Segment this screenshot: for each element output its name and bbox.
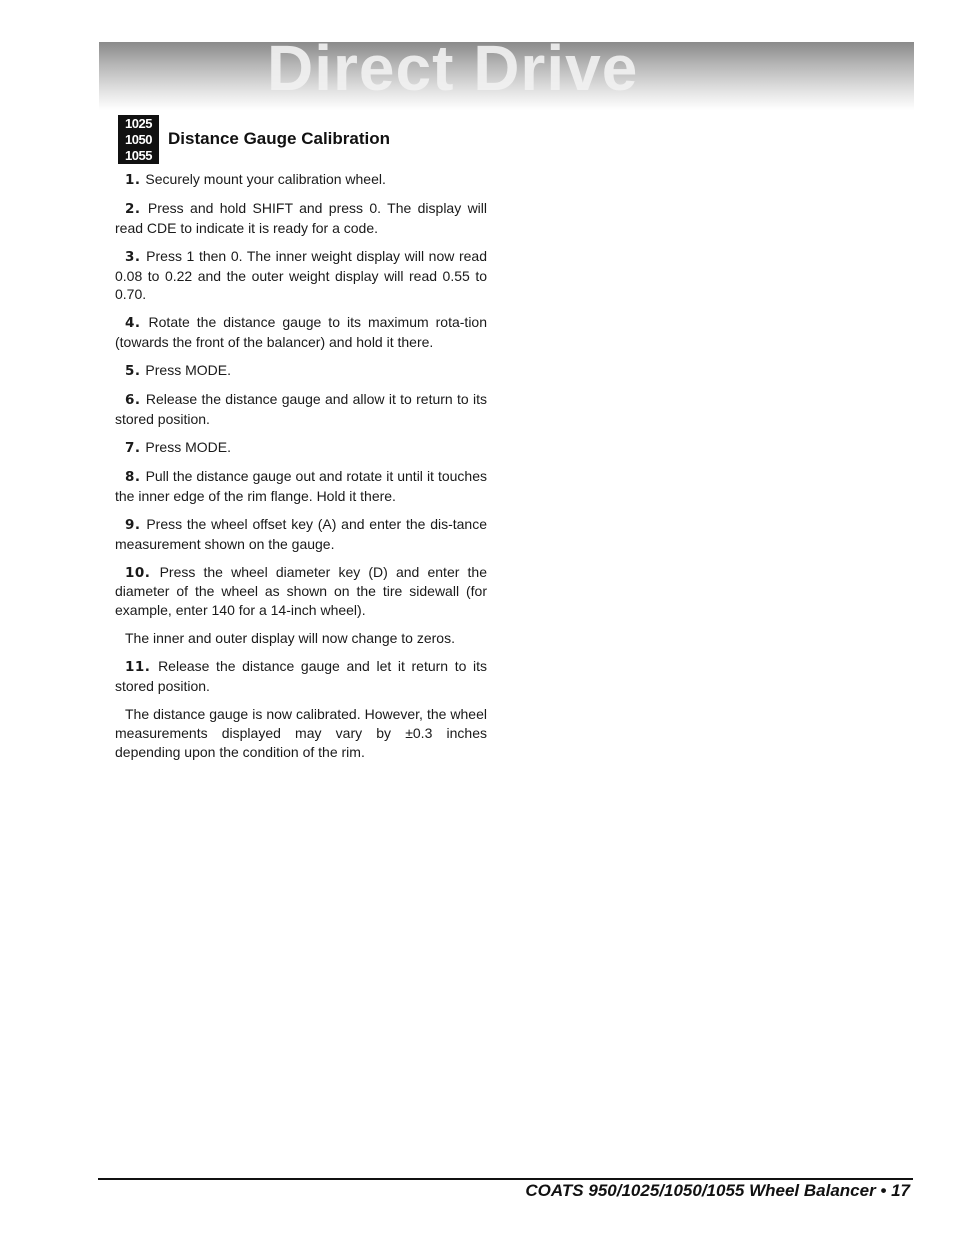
- step-number: 9.: [125, 516, 141, 533]
- step-item: [115, 515, 487, 553]
- step-item: [115, 438, 487, 458]
- step-text: Securely mount your calibration wheel.: [145, 171, 386, 187]
- step-text: Press MODE.: [145, 439, 231, 456]
- step-text: Pull the distance gauge out and rotate it until it touches the inner edge of the rim flange. Hold it there.: [115, 468, 487, 504]
- step-text: Press and hold SHIFT and press 0. The display will read CDE to indicate it is ready for a code.: [115, 200, 488, 236]
- footer-text: COATS 950/1025/1050/1055 Wheel Balancer • 17: [525, 1181, 910, 1200]
- step-text: Release the distance gauge and allow it to return to its stored position.: [115, 391, 488, 427]
- section-title: Distance Gauge Calibration: [168, 129, 390, 148]
- step-number: 4.: [125, 315, 141, 332]
- step-number: 7.: [125, 440, 141, 457]
- step-text: Press the wheel offset key (A) and enter the dis-tance measurement shown on the gauge.: [115, 515, 488, 552]
- step-text: Press the wheel diameter key (D) and enter the diameter of the wheel as shown on the tire sidewall (for example, enter 140 for a 14-inch wheel).: [115, 563, 487, 619]
- step-text: Release the distance gauge and let it return to its stored position.: [115, 658, 488, 695]
- step-item: [115, 390, 487, 428]
- step-number: 3.: [125, 248, 141, 265]
- model-badge: [118, 115, 159, 164]
- model-badge-line: 1050: [125, 132, 152, 147]
- step-item: [115, 199, 487, 237]
- model-badge-line: 1055: [125, 148, 152, 163]
- step-number: 5.: [125, 363, 141, 380]
- step-number: 2.: [125, 201, 141, 218]
- step-number: 1.: [125, 172, 141, 188]
- step-item: [115, 563, 487, 620]
- step-number: 6.: [125, 392, 141, 409]
- step-item: [115, 247, 487, 304]
- header-watermark: Direct Drive: [267, 42, 639, 104]
- step-text: Press MODE.: [145, 362, 231, 379]
- header-band: [99, 42, 914, 110]
- step-number: 11.: [125, 659, 151, 676]
- note-paragraph: The inner and outer display will now change to zeros.: [125, 630, 455, 647]
- step-item: [115, 467, 487, 505]
- step-text: Press 1 then 0. The inner weight display will now read 0.08 to 0.22 and the outer weight display will read 0.55 to 0.70.: [115, 247, 488, 303]
- step-number: 8.: [125, 469, 141, 486]
- model-badge-line: 1025: [125, 116, 152, 131]
- instructions-body: [115, 170, 487, 771]
- step-item: [115, 657, 487, 695]
- step-item: [115, 313, 487, 351]
- step-number: 10.: [125, 564, 151, 581]
- note-paragraph: The distance gauge is now calibrated. However, the wheel measurements displayed may vary by ±0.3 inches depending upon the condition of the rim.: [115, 706, 487, 760]
- step-text: Rotate the distance gauge to its maximum rota-tion (towards the front of the balancer) and hold it there.: [115, 314, 487, 351]
- step-item: [115, 170, 487, 190]
- footer-rule: [98, 1178, 913, 1180]
- step-item: [115, 361, 487, 381]
